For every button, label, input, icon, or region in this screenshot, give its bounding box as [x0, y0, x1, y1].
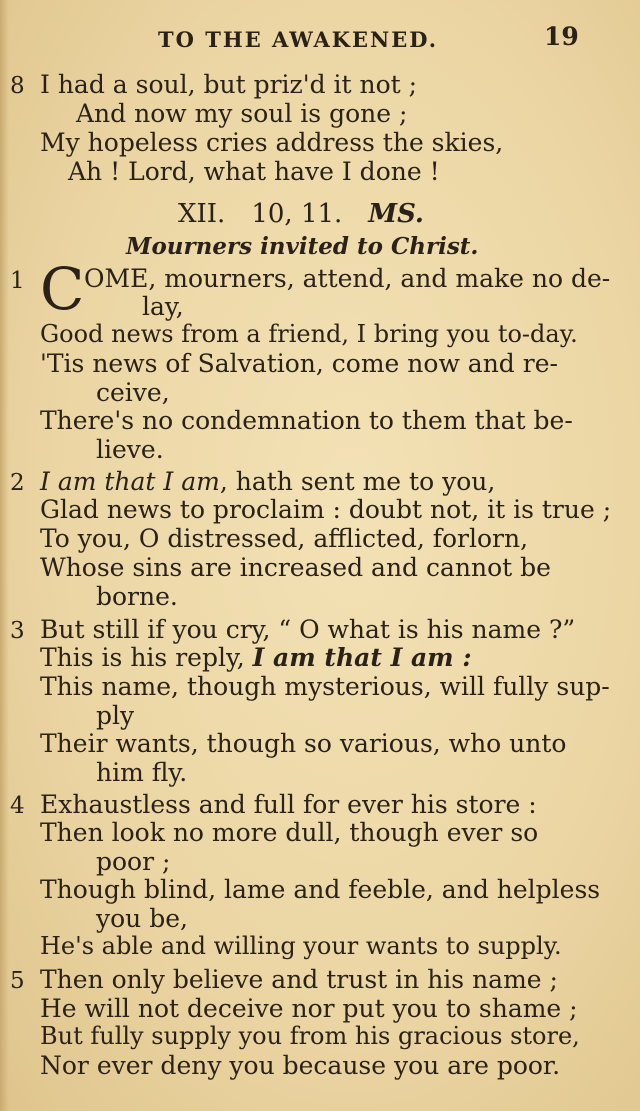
- hymn-heading: [178, 199, 424, 229]
- verse-line: This name, though mysterious, will fully sup-: [40, 672, 610, 701]
- verse-line: To you, O distressed, afflicted, forlorn,: [40, 524, 529, 553]
- verse-line: He will not deceive nor put you to shame ;: [40, 994, 578, 1023]
- verse-number: 4: [10, 793, 25, 819]
- verse-line: ply: [96, 701, 135, 730]
- verse-line: I had a soul, but priz'd it not ;: [40, 70, 418, 99]
- verse-line: ceive,: [96, 378, 170, 407]
- verse-line: you be,: [96, 904, 188, 933]
- verse-line: And now my soul is gone ;: [76, 99, 408, 128]
- verse-line: Whose sins are increased and cannot be: [40, 553, 551, 582]
- verse-line: Glad news to proclaim : doubt not, it is true ;: [40, 495, 612, 524]
- divine-name: I am that I am: [40, 467, 220, 496]
- verse-number: 2: [10, 470, 25, 496]
- verse-line: Then only believe and trust in his name ;: [40, 965, 558, 994]
- verse-line: lay,: [142, 292, 184, 321]
- verse-line: him fly.: [96, 758, 188, 787]
- verse-line: Their wants, though so various, who unto: [40, 729, 567, 758]
- verse-number: 3: [10, 618, 25, 644]
- hymn-meter: 10, 11.: [251, 199, 343, 229]
- verse-line: Good news from a friend, I bring you to-day.: [40, 320, 578, 348]
- verse-line: But fully supply you from his gracious store,: [40, 1022, 580, 1050]
- verse-line: He's able and willing your wants to supply.: [40, 932, 562, 960]
- verse-line-start: This is his reply,: [40, 643, 253, 672]
- verse-line: Then look no more dull, though ever so: [40, 818, 539, 847]
- divine-name: I am that I am :: [252, 643, 472, 672]
- verse-line: Though blind, lame and feeble, and helpless: [40, 875, 601, 904]
- verse-line: [40, 645, 472, 670]
- verse-number: 5: [10, 968, 25, 994]
- verse-line: My hopeless cries address the skies,: [40, 128, 504, 157]
- verse-line: There's no condemnation to them that be-: [40, 406, 573, 435]
- verse-line: Nor ever deny you because you are poor.: [40, 1051, 561, 1080]
- hymn-title: Mourners invited to Christ.: [126, 233, 479, 260]
- verse-line: OME, mourners, attend, and make no de-: [84, 264, 611, 293]
- verse-number: 1: [10, 268, 25, 294]
- verse-line-rest: , hath sent me to you,: [219, 467, 496, 496]
- verse-line: lieve.: [96, 435, 164, 464]
- page-edge-shadow: [0, 0, 9, 1111]
- verse-line: 'Tis news of Salvation, come now and re-: [40, 349, 558, 378]
- verse-line: poor ;: [96, 847, 171, 876]
- verse-number: 8: [10, 73, 25, 99]
- verse-line: [40, 469, 495, 494]
- verse-line: Exhaustless and full for ever his store :: [40, 790, 537, 819]
- verse-line: Ah ! Lord, what have I done !: [68, 157, 440, 186]
- drop-cap: C: [40, 255, 85, 323]
- running-head: TO THE AWAKENED.: [158, 27, 439, 52]
- verse-line: borne.: [96, 582, 178, 611]
- hymn-number: XII.: [178, 199, 226, 229]
- hymn-tune: MS.: [368, 199, 424, 229]
- page-number: 19: [544, 22, 579, 51]
- verse-line: But still if you cry, “ O what is his name ?”: [40, 615, 576, 644]
